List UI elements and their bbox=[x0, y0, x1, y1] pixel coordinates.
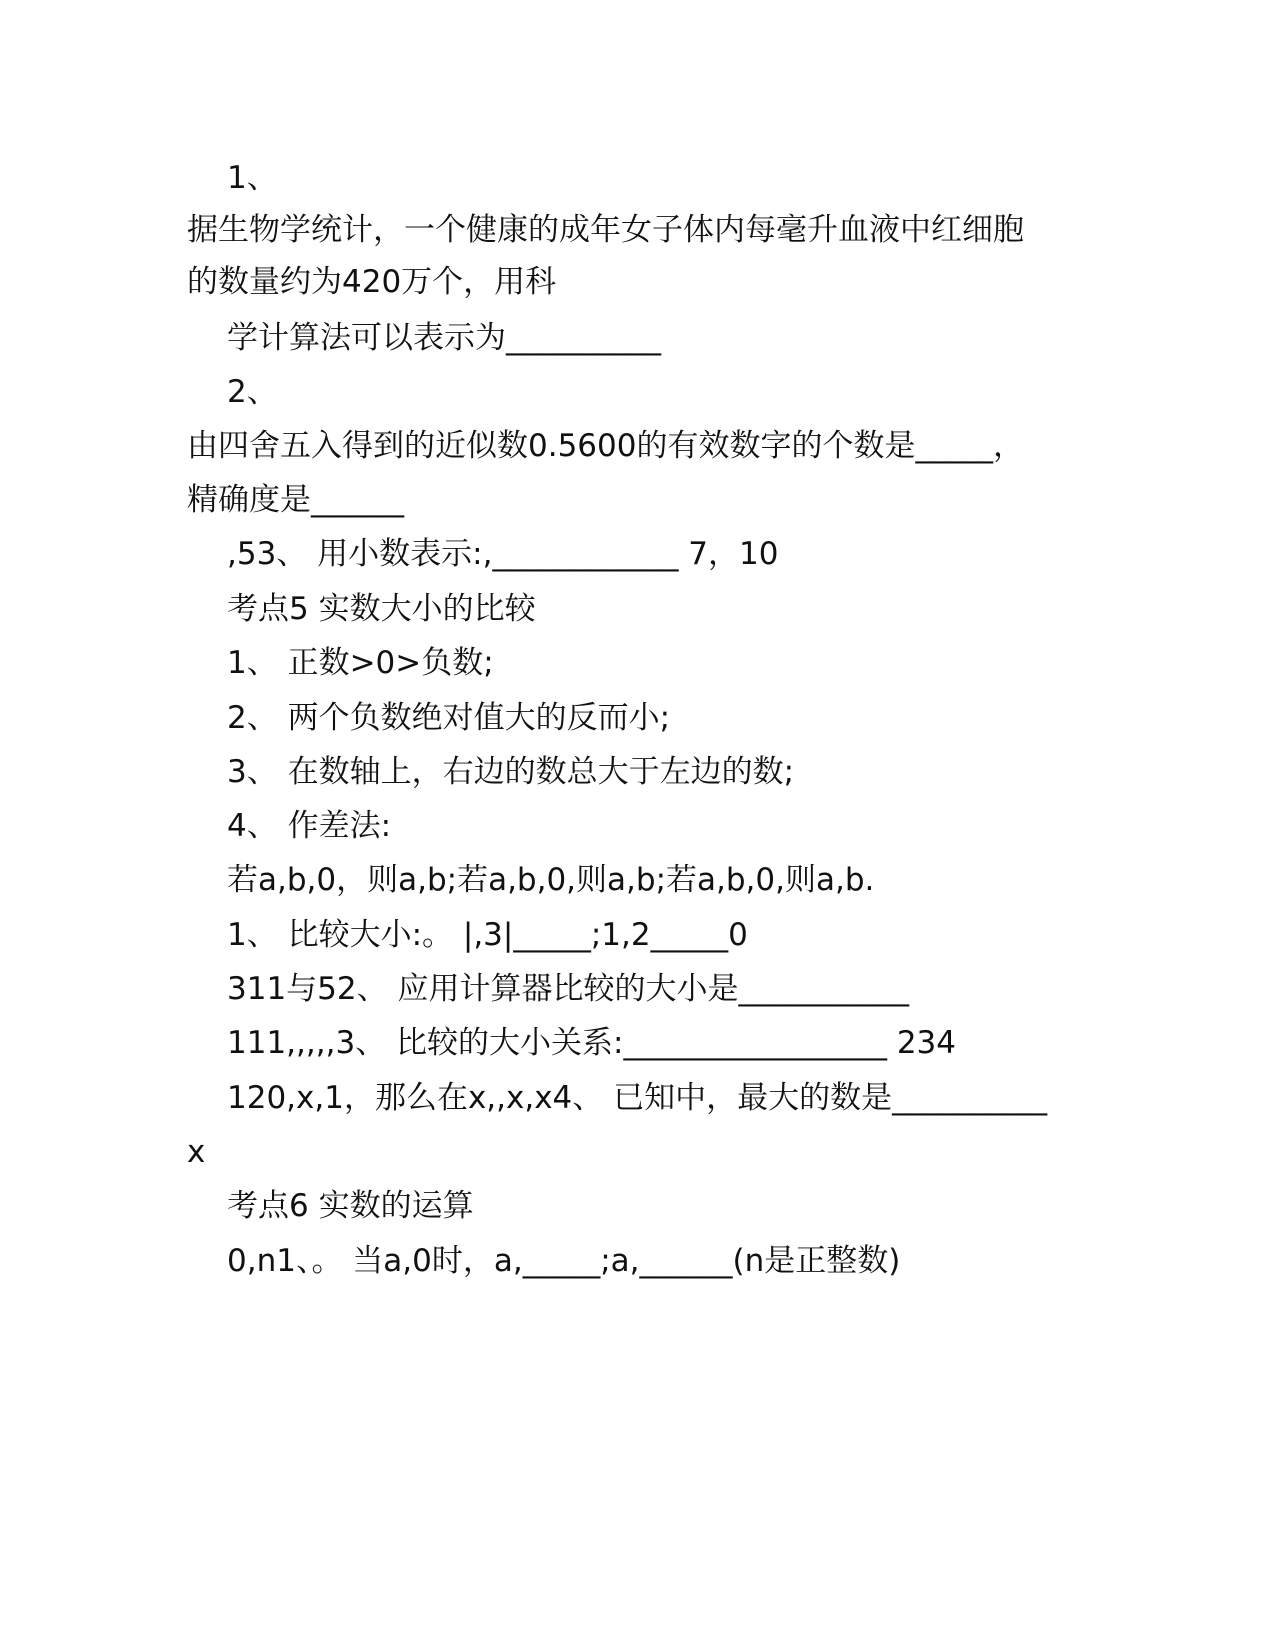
question-text: 由四舍五入得到的近似数0.5600的有效数字的个数是_____， bbox=[187, 428, 1024, 464]
question-text: 学计算法可以表示为__________ bbox=[227, 320, 661, 356]
question-text: 311与52、 应用计算器比较的大小是___________ bbox=[227, 971, 909, 1007]
question-text: 120,x,1，那么在x,,x,x4、 已知中，最大的数是__________ bbox=[227, 1080, 1048, 1116]
question-text: x bbox=[187, 1134, 206, 1170]
rule-item: 1、 正数>0>负数; bbox=[227, 645, 494, 681]
question-number: 2、 bbox=[227, 374, 278, 410]
question-text: ,53、 用小数表示:,____________ 7，10 bbox=[227, 536, 779, 572]
question-text: 据生物学统计，一个健康的成年女子体内每毫升血液中红细胞 bbox=[187, 212, 1024, 248]
question-text: 1、 比较大小:。 |,3|_____;1,2_____0 bbox=[227, 917, 748, 953]
question-text: 111,,,,,3、 比较的大小关系:_________________ 234 bbox=[227, 1025, 956, 1061]
section-heading: 考点6 实数的运算 bbox=[227, 1188, 474, 1224]
question-text: 的数量约为420万个，用科 bbox=[187, 264, 557, 300]
rule-item: 3、 在数轴上，右边的数总大于左边的数; bbox=[227, 754, 795, 790]
question-text: 0,n1、。 当a,0时，a,_____;a,______(n是正整数) bbox=[227, 1243, 901, 1279]
rule-item: 4、 作差法: bbox=[227, 808, 392, 844]
question-number: 1、 bbox=[227, 160, 278, 196]
section-heading: 考点5 实数大小的比较 bbox=[227, 591, 536, 627]
rule-item: 2、 两个负数绝对值大的反而小; bbox=[227, 700, 671, 736]
question-text: 精确度是______ bbox=[187, 482, 404, 518]
rule-detail: 若a,b,0，则a,b;若a,b,0,则a,b;若a,b,0,则a,b. bbox=[227, 862, 875, 898]
